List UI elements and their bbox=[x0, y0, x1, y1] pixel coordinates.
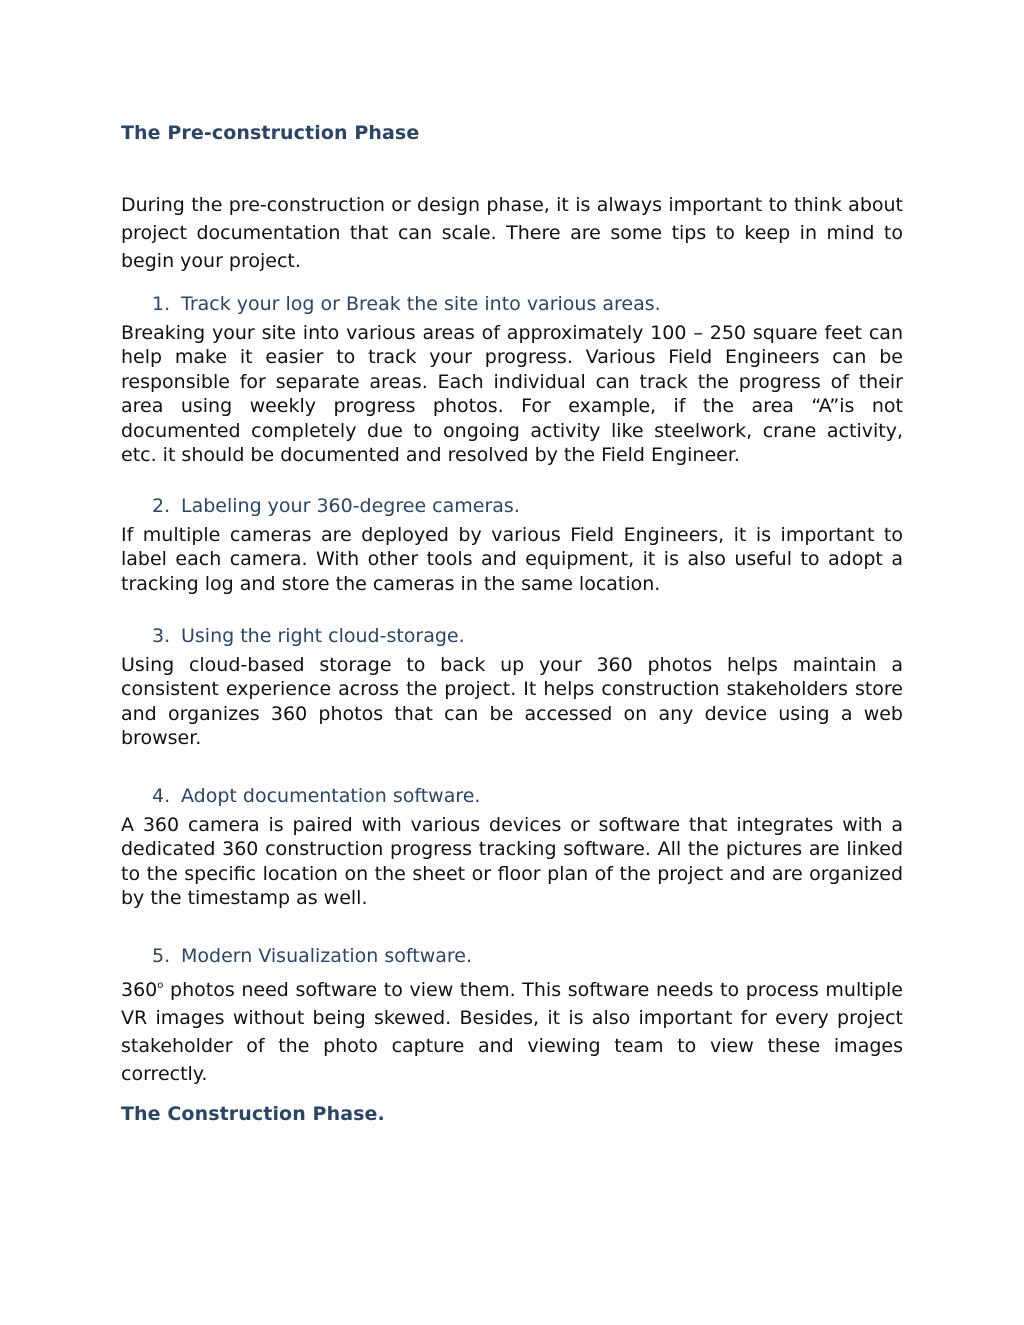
tip-number: 3. bbox=[152, 625, 171, 647]
tip-number: 5. bbox=[152, 945, 171, 967]
tip-title-1 bbox=[152, 293, 661, 315]
tip-title-5 bbox=[152, 945, 472, 967]
intro-paragraph: During the pre-construction or design phase, it is always important to think about project documentation that can scale. There are some tips to keep in mind to begin your project. bbox=[121, 194, 903, 272]
tip-title-text: Labeling your 360-degree cameras. bbox=[181, 495, 520, 517]
tip-title-text: Modern Visualization software. bbox=[181, 945, 473, 967]
tip-body-4: A 360 camera is paired with various devices or software that integrates with a dedicated 360 construction progress tracking software. All the pictures are linked to the specific location on the sheet or floor plan of the project and are organized by the timestamp as well. bbox=[121, 814, 903, 910]
degree-value: 360 bbox=[121, 979, 158, 1001]
degree-symbol: o bbox=[157, 980, 164, 991]
tip-title-2 bbox=[152, 495, 520, 517]
section-heading-pre-construction: The Pre-construction Phase bbox=[121, 122, 420, 144]
tip-title-text: Using the right cloud-storage. bbox=[181, 625, 465, 647]
section-heading-construction: The Construction Phase. bbox=[121, 1103, 385, 1125]
tip-body-3: Using cloud-based storage to back up your 360 photos helps maintain a consistent experience across the project. It helps construction stakeholders store and organizes 360 photos that can be accessed on any device using a web browser. bbox=[121, 654, 903, 750]
tip-title-text: Track your log or Break the site into various areas. bbox=[181, 293, 661, 315]
tip-number: 4. bbox=[152, 785, 171, 807]
tip-number: 2. bbox=[152, 495, 171, 517]
tip-number: 1. bbox=[152, 293, 171, 315]
tip-body-5 bbox=[121, 972, 903, 1088]
tip-title-4 bbox=[152, 785, 480, 807]
tip-title-text: Adopt documentation software. bbox=[181, 785, 481, 807]
tip-body-2: If multiple cameras are deployed by various Field Engineers, it is important to label each camera. With other tools and equipment, it is also useful to adopt a tracking log and store the cameras in the same location. bbox=[121, 524, 903, 595]
tip-body-1: Breaking your site into various areas of approximately 100 – 250 square feet can help make it easier to track your progress. Various Field Engineers can be responsible for separate areas. Each individual can track the progress of their area using weekly progress photos. For example, if the area “A”is not documented completely due to ongoing activity like steelwork, crane activity, etc. it should be documented and resolved by the Field Engineer. bbox=[121, 322, 903, 467]
tip-title-3 bbox=[152, 625, 465, 647]
tip-body-text: photos need software to view them. This software needs to process multiple VR images without being skewed. Besides, it is also important for every project stakeholder of the photo capture and viewing team to view these images correctly. bbox=[121, 979, 903, 1085]
